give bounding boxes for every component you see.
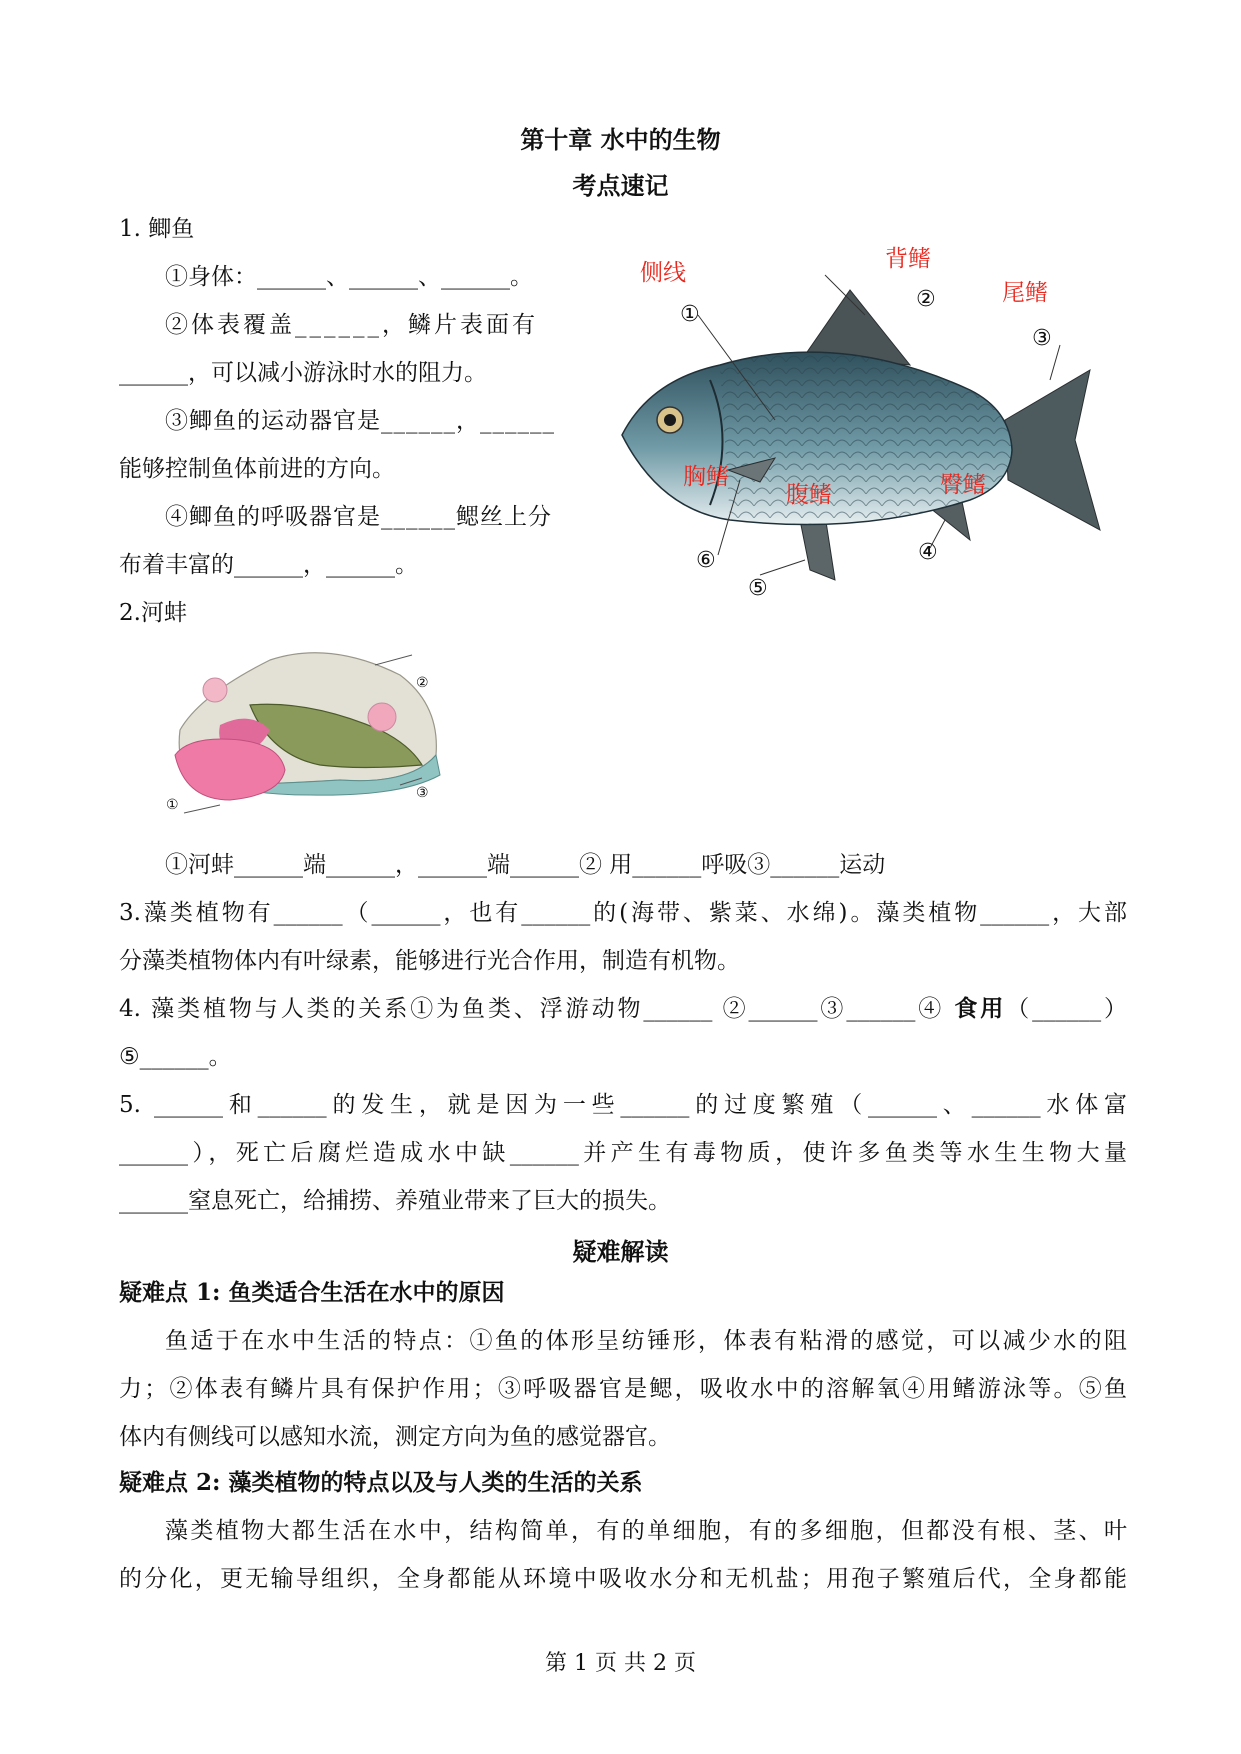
label-lateral-line: 侧线 [640,260,686,286]
difficulty-2-line-1: 藻类植物大都生活在水中，结构简单，有的单细胞，有的多细胞，但都没有根、茎、叶 [165,1518,1127,1544]
mussel-heading: 2.河蚌 [119,600,187,626]
bloom-line-2: ______），死亡后腐烂造成水中缺______并产生有毒物质，使许多鱼类等水生生物大量 [119,1140,1127,1166]
carp-line-1: ①身体：______、______、______。 [165,264,533,290]
fish-figure [610,230,1130,610]
carp-line-6: ④鲫鱼的呼吸器官是______鳃丝上分 [165,504,552,530]
mussel-figure [160,635,450,815]
carp-heading: 1. 鲫鱼 [119,216,195,242]
mussel-num-2: ② [416,675,429,691]
label-dorsal-fin: 背鳍 [885,246,931,272]
difficulties-title: 疑难解读 [572,1237,669,1266]
mussel-diagram [160,635,450,815]
algae-line-1: 3.藻类植物有______（______，也有______的(海带、紫菜、水绵)。藻类植物______，大部 [119,900,1127,926]
page-footer: 第 1 页 共 2 页 [545,1651,696,1676]
fish-num-6: ⑥ [696,548,716,573]
mussel-line-1: ①河蚌______端______，______端______② 用______呼吸③______运动 [165,852,886,878]
difficulty-1-line-1: 鱼适于在水中生活的特点：①鱼的体形呈纺锤形，体表有粘滑的感觉，可以减少水的阻 [165,1328,1127,1354]
mussel-num-1: ① [166,797,179,813]
fish-pupil [664,414,676,426]
difficulty-2-line-2: 的分化，更无输导组织，全身都能从环境中吸收水分和无机盐；用孢子繁殖后代，全身都能 [119,1566,1127,1592]
mussel-num-3: ③ [416,785,429,801]
fish-num-5: ⑤ [748,576,768,601]
difficulty-1-line-2: 力；②体表有鳞片具有保护作用；③呼吸器官是鳃，吸收水中的溶解氧④用鳍游泳等。⑤鱼 [119,1376,1127,1402]
label-tail-fin: 尾鳍 [1002,280,1048,306]
fish-num-1: ① [680,302,700,327]
relation-line-1 [119,994,1127,1024]
fish-num-3: ③ [1032,326,1052,351]
carp-line-5: 能够控制鱼体前进的方向。 [119,456,395,482]
bloom-line-3: ______窒息死亡，给捕捞、养殖业带来了巨大的损失。 [119,1188,671,1214]
difficulty-1-line-3: 体内有侧线可以感知水流，测定方向为鱼的感觉器官。 [119,1424,671,1450]
algae-line-2: 分藻类植物体内有叶绿素，能够进行光合作用，制造有机物。 [119,948,740,974]
relation-text-c: （______） [1006,996,1128,1022]
tail-fin-shape [1005,370,1100,530]
carp-line-3: ______，可以减小游泳时水的阻力。 [119,360,487,386]
fish-num-4: ④ [918,540,938,565]
carp-line-4: ③鲫鱼的运动器官是______，______ [165,408,555,434]
fish-num-2: ② [916,287,936,312]
muscle-front [203,678,227,702]
carp-line-7: 布着丰富的______，______。 [119,552,418,578]
muscle-rear [368,703,396,731]
label-anal-fin: 臀鳍 [940,472,986,498]
chapter-title: 第十章 水中的生物 [520,125,721,154]
carp-diagram [610,230,1130,610]
carp-line-2: ②体表覆盖______，鳞片表面有 [165,312,538,338]
label-pectoral-fin: 胸鳍 [683,464,729,490]
relation-line-2: ⑤______。 [119,1044,232,1070]
difficulty-2-heading: 疑难点 2: 藻类植物的特点以及与人类的生活的关系 [119,1469,643,1496]
label-pelvic-fin: 腹鳍 [786,482,832,508]
relation-text-a: 4. 藻类植物与人类的关系①为鱼类、浮游动物______ ②______③______④ [119,996,955,1022]
section-title: 考点速记 [572,171,669,200]
bloom-line-1: 5. ______和______的发生，就是因为一些______的过度繁殖（______、______水体富 [119,1092,1127,1118]
relation-text-bold: 食用 [954,995,1007,1022]
difficulty-1-heading: 疑难点 1: 鱼类适合生活在水中的原因 [119,1279,505,1306]
